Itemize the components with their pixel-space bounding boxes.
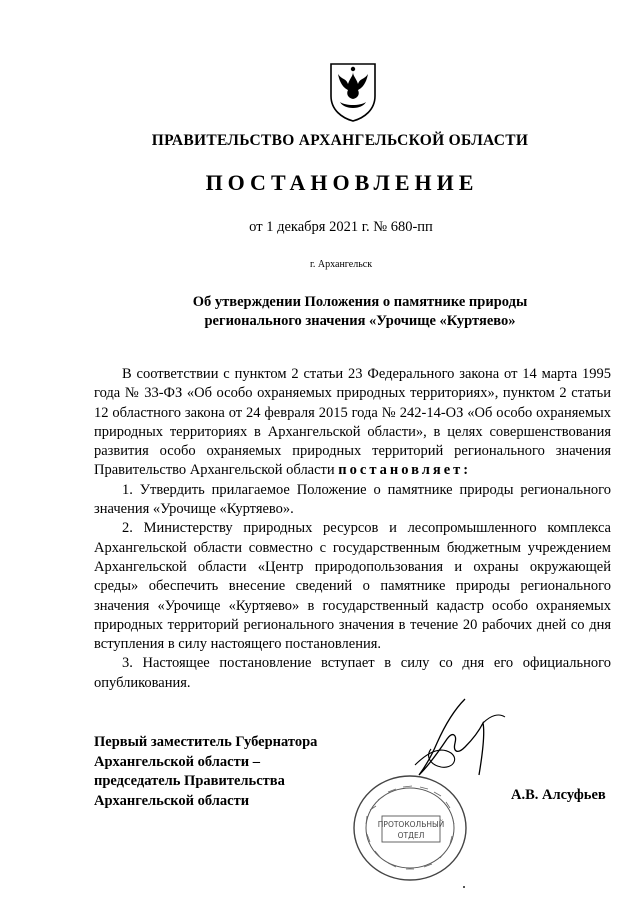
signatory-name: А.В. Алсуфьев [511,787,606,803]
signatory-line-1: Первый заместитель Губернатора [94,734,318,750]
date-number-line: от 1 декабря 2021 г. № 680-пп [249,219,433,235]
preamble-text: В соответствии с пунктом 2 статьи 23 Федерального закона от 14 марта 1995 года № 33-ФЗ «Об особо охраняемых природных территориях», пунктом 2 статьи 12 областного закона от 24 февраля 2015 года № 242-14-ОЗ «Об особо охраняемых природных территориях в Архангельской области», в целях совершенствования развития особо охраняемых природных территорий регионального значения Правительство Архангельской области [94,366,611,479]
coat-of-arms-emblem [328,62,378,122]
decree-colon: : [463,462,469,479]
signatory-line-3: председатель Правительства [94,773,285,789]
handwritten-signature [395,695,515,785]
subject-line-1: Об утверждении Положения о памятнике природы [192,294,528,310]
organization-title: ПРАВИТЕЛЬСТВО АРХАНГЕЛЬСКОЙ ОБЛАСТИ [151,132,529,149]
subject-line-2: регионального значения «Урочище «Куртяево» [204,313,516,329]
document-subject [150,293,570,331]
decree-word: постановляет [338,462,464,479]
page-mark [463,886,465,888]
stamp-center-line-2: ОТДЕЛ [397,831,425,840]
item-1-paragraph: 1. Утвердить прилагаемое Положение о памятнике природы регионального значения «Урочище «Куртяево». [94,481,611,518]
item-3-paragraph: 3. Настоящее постановление вступает в силу со дня его официального опубликования. [94,655,611,691]
city-line: г. Архангельск [309,259,373,270]
signatory-line-4: Архангельской области [94,792,250,809]
preamble-paragraph [94,365,611,481]
signatory-line-2: Архангельской области – [94,753,260,770]
stamp-center-line-1: ПРОТОКОЛЬНЫЙ [377,820,445,829]
official-stamp [348,770,478,885]
document-type-title: ПОСТАНОВЛЕНИЕ [205,170,479,195]
item-2-paragraph: 2. Министерству природных ресурсов и лесопромышленного комплекса Архангельской области совместно с государственным бюджетным учреждением Архангельской области «Центр природопользования и охраны окружающей среды» обеспечить внесение сведений о памятнике природы регионального значения «Урочище «Куртяево» в государственный кадастр особо охраняемых природных территорий регионального значения в течение 20 рабочих дней со дня вступления в силу настоящего постановления. [94,520,611,653]
document-body [94,365,611,693]
